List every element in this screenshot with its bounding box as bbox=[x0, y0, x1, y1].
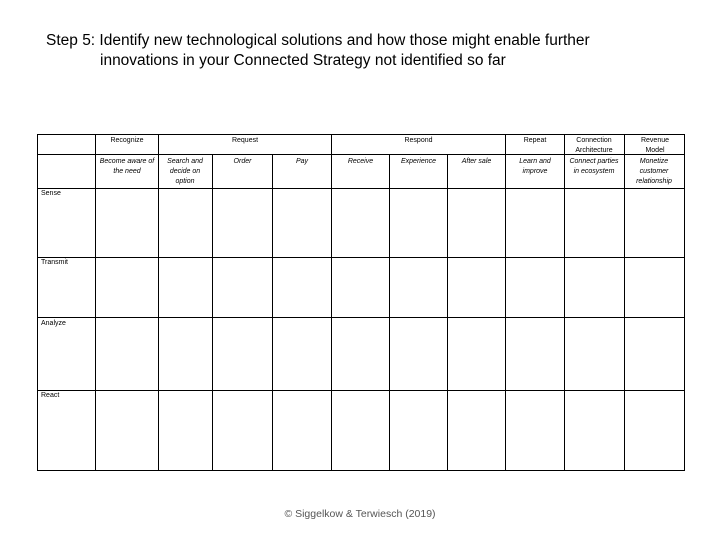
group-header-connection-architecture: Connection Architecture bbox=[575, 137, 613, 154]
group-header-repeat: Repeat bbox=[523, 137, 547, 144]
subheader-monetize-customer: Monetize customer relationship bbox=[636, 158, 672, 185]
group-header-request: Request bbox=[231, 137, 259, 144]
row-label-transmit: Transmit bbox=[41, 259, 68, 266]
subheader-connect-parties: Connect parties in ecosystem bbox=[569, 158, 619, 175]
copyright-footer: © Siggelkow & Terwiesch (2019) bbox=[284, 508, 436, 520]
subheader-experience: Experience bbox=[400, 158, 437, 165]
row-label-sense: Sense bbox=[41, 190, 61, 197]
title-line-2: innovations in your Connected Strategy not identified so far bbox=[100, 52, 506, 69]
subheader-learn-and-improve: Learn and improve bbox=[519, 158, 551, 175]
subheader-pay: Pay bbox=[295, 158, 309, 165]
group-header-respond: Respond bbox=[404, 137, 433, 144]
subheader-receive: Receive bbox=[347, 158, 374, 165]
subheader-become-aware: Become aware of the need bbox=[99, 158, 155, 175]
group-header-revenue-model: Revenue Model bbox=[640, 137, 670, 154]
group-header-recognize: Recognize bbox=[110, 137, 144, 144]
subheader-search-and-decide: Search and decide on option bbox=[167, 158, 203, 185]
row-label-analyze: Analyze bbox=[41, 320, 66, 327]
row-label-react: React bbox=[41, 392, 60, 399]
subheader-after-sale: After sale bbox=[461, 158, 492, 165]
subheader-order: Order bbox=[233, 158, 252, 165]
title-line-1: Step 5: Identify new technological solutions and how those might enable further bbox=[46, 32, 590, 49]
